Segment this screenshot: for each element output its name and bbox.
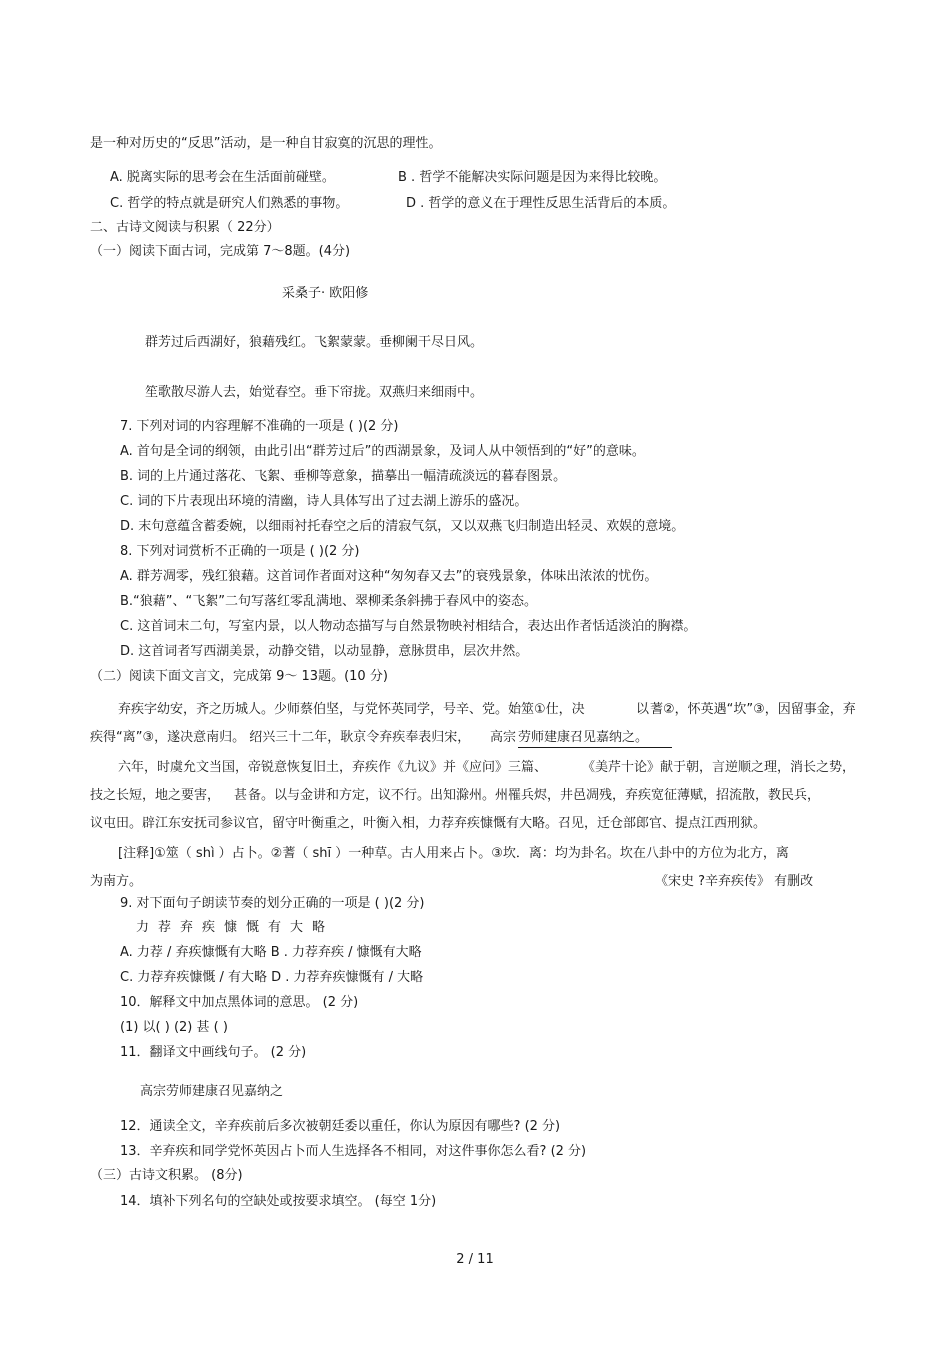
option-b: B . 哲学不能解决实际问题是因为来得比较晚。	[398, 170, 667, 185]
poem-line: 笙歌散尽游人去，始觉春空。垂下帘拢。双燕归来细雨中。	[145, 385, 484, 400]
dotted-word: 以	[636, 702, 650, 717]
annotation-note: 为南方。	[90, 874, 143, 889]
sentence-to-divide: 力荐弃疾慷慨有大略	[136, 920, 335, 935]
option-d: D. 这首词者写西湖美景，动静交错，以动显静，意脉贯串，层次井然。	[120, 644, 529, 659]
passage-line: 《美芹十论》献于朝，言逆顺之理，消长之势，	[582, 760, 856, 775]
page-number: 2 / 11	[456, 1252, 494, 1267]
question-13: 13．辛弃疾和同学党怀英因占卜而人生选择各不相同，对这件事你怎么看? (2 分)	[120, 1144, 587, 1159]
option-c: C. 这首词末二句，写室内景，以人物动态描写与自然景物映衬相结合，表达出作者恬适淡泊的胸襟。	[120, 619, 697, 634]
question-11: 11．翻译文中画线句子。 (2 分)	[120, 1045, 307, 1060]
option-a: A. 群芳凋零，残红狼藉。这首词作者面对这种“匆匆春又去”的衰残景象，体味出浓浓的忧伤。	[120, 569, 658, 584]
underlined-sentence: 劳师建康召见嘉纳之。	[518, 729, 672, 748]
options-ab: A. 力荐 / 弃疾慷慨有大略 B . 力荐弃疾 / 慷慨有大略	[120, 945, 422, 960]
option-c: C. 哲学的特点就是研究人们熟悉的事物。	[110, 196, 349, 211]
question-10: 10．解释文中加点黑体词的意思。 (2 分)	[120, 995, 359, 1010]
answer-blanks: (1) 以( ) (2) 甚 ( )	[120, 1020, 228, 1035]
source-citation: 《宋史 ?辛弃疾传》 有删改	[655, 874, 814, 889]
option-a: A. 脱离实际的思考会在生活面前碰壁。	[110, 170, 335, 185]
text-line: 是一种对历史的“反思”活动，是一种自甘寂寞的沉思的理性。	[90, 136, 442, 151]
passage-line: 蓍②，怀英遇“坎”③，因留事金，弃	[650, 702, 856, 717]
question-9: 9. 对下面句子朗读节奏的划分正确的一项是 ( )(2 分)	[120, 896, 425, 911]
poem-line: 群芳过后西湖好，狼藉残红。飞絮蒙蒙。垂柳阑干尽日风。	[145, 335, 484, 350]
options-cd: C. 力荐弃疾慷慨 / 有大略 D . 力荐弃疾慷慨有 / 大略	[120, 970, 424, 985]
passage-line: 技之长短，地之要害，	[90, 788, 221, 803]
question-12: 12．通读全文，辛弃疾前后多次被朝廷委以重任，你认为原因有哪些? (2 分)	[120, 1119, 561, 1134]
passage-line: 疾得“离”③，遂决意南归。 绍兴三十二年，耿京令弃疾奉表归宋，	[90, 730, 471, 745]
passage-line: 六年，时虞允文当国，帝锐意恢复旧土，弃疾作《九议》并《应问》三篇、	[118, 760, 548, 775]
option-b: B.“狼藉”、“飞絮”二句写落红零乱满地、翠柳柔条斜拂于春风中的姿态。	[120, 594, 537, 609]
subsection-heading: （三）古诗文积累。 (8分)	[90, 1168, 243, 1183]
passage-line: 议屯田。辟江东安抚司参议官，留守叶衡重之，叶衡入相，力荐弃疾慷慨有大略。召见，迁仓部郎官、提点江西刑狱。	[90, 816, 767, 831]
subsection-heading: （一）阅读下面古词，完成第 7～8题。(4分)	[90, 244, 351, 259]
option-b: B. 词的上片通过落花、飞絮、垂柳等意象，描摹出一幅清疏淡远的暮春图景。	[120, 469, 567, 484]
dotted-word: 甚	[234, 788, 248, 803]
option-a: A. 首句是全词的纲领，由此引出“群芳过后”的西湖景象，及词人从中领悟到的“好”的意味。	[120, 444, 645, 459]
passage-line: 备。以与金讲和方定，议不行。出知滁州。州罹兵烬，井邑凋残，弃疾宽征薄赋，招流散，教民兵，	[248, 788, 821, 803]
sentence-to-translate: 高宗劳师建康召见嘉纳之	[140, 1084, 284, 1099]
question-14: 14．填补下列名句的空缺处或按要求填空。 (每空 1分)	[120, 1194, 437, 1209]
question-8: 8. 下列对词赏析不正确的一项是 ( )(2 分)	[120, 544, 360, 559]
poem-title: 采桑子· 欧阳修	[282, 286, 369, 301]
subsection-heading: （二）阅读下面文言文，完成第 9～ 13题。(10 分)	[90, 669, 388, 684]
option-c: C. 词的下片表现出环境的清幽，诗人具体写出了过去湖上游乐的盛况。	[120, 494, 528, 509]
passage-line: 弃疾字幼安，齐之历城人。少师蔡伯坚，与党怀英同学，号辛、党。始筮①仕，决	[118, 702, 585, 717]
option-d: D. 末句意蕴含蓄委婉，以细雨衬托春空之后的清寂气氛，又以双燕飞归制造出轻灵、欢娱的意境。	[120, 519, 685, 534]
question-7: 7. 下列对词的内容理解不准确的一项是 ( )(2 分)	[120, 419, 399, 434]
annotation-note: [注释]①筮（ shì ）占卜。②蓍（ shī ）一种草。古人用来占卜。③坎．离：均为卦名。坎在八卦中的方位为北方，离	[118, 846, 789, 861]
option-d: D . 哲学的意义在于理性反思生活背后的本质。	[406, 196, 676, 211]
section-heading: 二、古诗文阅读与积累（ 22分）	[90, 220, 280, 235]
passage-text: 高宗	[490, 730, 517, 745]
